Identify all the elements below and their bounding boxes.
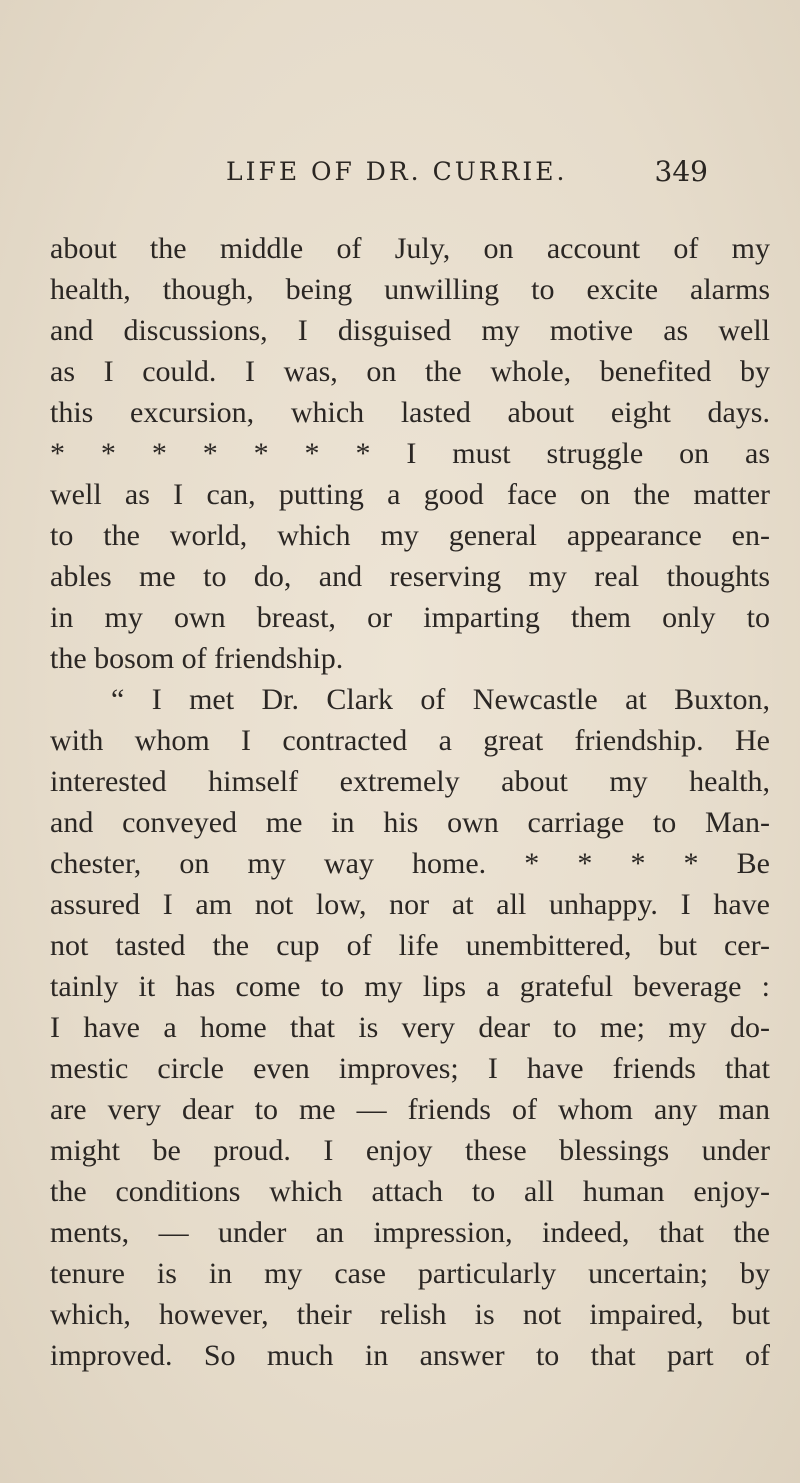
body-text xyxy=(50,228,770,1376)
text-line: are very dear to me — friends of whom any man xyxy=(50,1093,770,1126)
text-line: health, though, being unwilling to excite alarms xyxy=(50,273,770,306)
text-line: * * * * * * * I must struggle on as xyxy=(50,437,770,470)
text-line: tainly it has come to my lips a grateful beverage : xyxy=(50,970,770,1003)
text-line: interested himself extremely about my health, xyxy=(50,765,770,798)
text-line: about the middle of July, on account of my xyxy=(50,232,770,265)
text-line: the bosom of friendship. xyxy=(50,642,344,675)
text-line: the conditions which attach to all human enjoy- xyxy=(50,1175,770,1208)
text-line: improved. So much in answer to that part of xyxy=(50,1339,770,1372)
text-line: well as I can, putting a good face on the matter xyxy=(50,478,770,511)
text-line: chester, on my way home. * * * * Be xyxy=(50,847,770,880)
text-line: “ I met Dr. Clark of Newcastle at Buxton, xyxy=(111,683,770,716)
running-title: LIFE OF DR. CURRIE. xyxy=(226,157,568,186)
text-line: ables me to do, and reserving my real thoughts xyxy=(50,560,770,593)
text-line: mestic circle even improves; I have friends that xyxy=(50,1052,770,1085)
text-line: not tasted the cup of life unembittered, but cer- xyxy=(50,929,770,962)
text-line: ments, — under an impression, indeed, that the xyxy=(50,1216,770,1249)
text-line: with whom I contracted a great friendship. He xyxy=(50,724,770,757)
text-line: to the world, which my general appearance en- xyxy=(50,519,770,552)
text-line: tenure is in my case particularly uncertain; by xyxy=(50,1257,770,1290)
running-head xyxy=(0,157,800,197)
text-line: this excursion, which lasted about eight days. xyxy=(50,396,770,429)
text-line: which, however, their relish is not impaired, but xyxy=(50,1298,770,1331)
text-line: I have a home that is very dear to me; my do- xyxy=(50,1011,770,1044)
text-line: might be proud. I enjoy these blessings under xyxy=(50,1134,770,1167)
page-number: 349 xyxy=(654,155,708,188)
text-line: assured I am not low, nor at all unhappy. I have xyxy=(50,888,770,921)
text-line: and conveyed me in his own carriage to Man- xyxy=(50,806,770,839)
text-line: as I could. I was, on the whole, benefited by xyxy=(50,355,770,388)
text-line: and discussions, I disguised my motive as well xyxy=(50,314,770,347)
text-line: in my own breast, or imparting them only to xyxy=(50,601,770,634)
